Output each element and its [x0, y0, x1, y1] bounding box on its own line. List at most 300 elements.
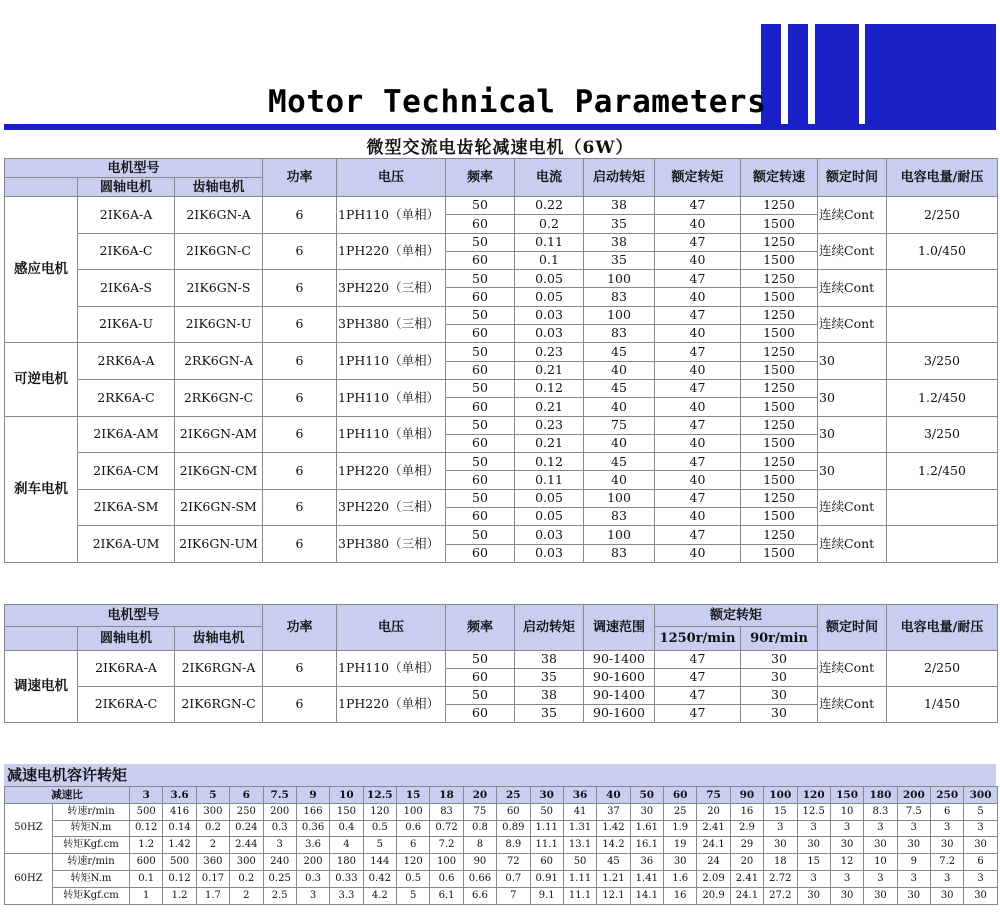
torque-cell: 0.7: [497, 870, 530, 887]
rated-time-value: 连续Cont: [818, 270, 887, 307]
speed-range-value: 90-1400: [584, 651, 655, 669]
decor-block-4: [865, 24, 996, 124]
capacitor-value: 2/250: [887, 651, 998, 687]
group-label: 调速电机: [5, 651, 78, 723]
rated-time-value: 连续Cont: [818, 489, 887, 526]
rated-torque-value: 40: [655, 434, 741, 452]
torque-cell: 300: [196, 803, 229, 820]
header-capacitor: 电容电量/耐压: [887, 159, 998, 197]
rated-torque-value: 40: [655, 215, 741, 233]
header-rated-speed: 额定转速: [741, 159, 818, 197]
torque-cell: 16.1: [630, 837, 663, 854]
frequency-value: 50: [446, 526, 515, 544]
torque-cell: 1.31: [563, 820, 596, 837]
table-row: [5, 379, 998, 397]
header-gear-shaft: 齿轴电机: [175, 627, 263, 651]
torque-cell: 0.66: [463, 870, 496, 887]
round-shaft-model: 2IK6A-U: [78, 306, 175, 343]
torque-cell: 0.17: [196, 870, 229, 887]
torque-cell: 2: [230, 887, 263, 904]
header-rated-torque: 额定转矩: [655, 605, 818, 627]
ratio-value: 15: [397, 787, 430, 804]
header-starting-torque: 启动转矩: [515, 605, 584, 651]
rated-speed-value: 1250: [741, 526, 818, 544]
torque-1250-value: 47: [655, 651, 741, 669]
torque-cell: 6.1: [430, 887, 463, 904]
torque-cell: 0.8: [463, 820, 496, 837]
current-value: 0.2: [515, 215, 584, 233]
torque-cell: 83: [430, 803, 463, 820]
ratio-value: 120: [797, 787, 830, 804]
group-label: 刹车电机: [5, 416, 78, 562]
torque-cell: 11.1: [563, 887, 596, 904]
torque-cell: 0.5: [363, 820, 396, 837]
rated-time-value: 30: [818, 453, 887, 490]
power-value: 6: [263, 270, 337, 307]
torque-cell: 3: [797, 820, 830, 837]
voltage-value: 3PH220（三相）: [337, 489, 446, 526]
capacitor-value: 3/250: [887, 343, 998, 380]
voltage-value: 1PH110（单相）: [337, 379, 446, 416]
rated-torque-value: 40: [655, 325, 741, 343]
frequency-value: 60: [446, 705, 515, 723]
rated-speed-value: 1500: [741, 434, 818, 452]
starting-torque-value: 100: [584, 306, 655, 324]
torque-cell: 2.5: [263, 887, 296, 904]
starting-torque-value: 40: [584, 398, 655, 416]
rated-speed-value: 1250: [741, 416, 818, 434]
capacitor-value: [887, 270, 998, 307]
torque-cell: 90: [463, 854, 496, 871]
frequency-value: 60: [446, 669, 515, 687]
voltage-value: 1PH220（单相）: [337, 687, 446, 723]
round-shaft-model: 2IK6A-A: [78, 197, 175, 234]
frequency-value: 60: [446, 215, 515, 233]
starting-torque-value: 38: [584, 233, 655, 251]
torque-cell: 41: [563, 803, 596, 820]
frequency-value: 50: [446, 233, 515, 251]
header-capacitor: 电容电量/耐压: [887, 605, 998, 651]
ratio-value: 30: [530, 787, 563, 804]
torque-cell: 60: [497, 803, 530, 820]
torque-90-value: 30: [741, 669, 818, 687]
torque-cell: 3: [964, 870, 997, 887]
speed-control-table: [4, 604, 998, 723]
ratio-label: 减速比: [5, 787, 130, 804]
torque-cell: 30: [664, 854, 697, 871]
capacitor-value: 3/250: [887, 416, 998, 453]
ratio-value: 25: [497, 787, 530, 804]
torque-cell: 3.3: [330, 887, 363, 904]
torque-cell: 30: [964, 837, 997, 854]
power-value: 6: [263, 687, 337, 723]
torque-cell: 8.9: [497, 837, 530, 854]
current-value: 0.05: [515, 489, 584, 507]
rated-torque-value: 47: [655, 343, 741, 361]
torque-cell: 50: [563, 854, 596, 871]
torque-cell: 30: [630, 803, 663, 820]
rated-speed-value: 1250: [741, 306, 818, 324]
ratio-value: 40: [597, 787, 630, 804]
torque-cell: 1.9: [664, 820, 697, 837]
torque-cell: 16: [730, 803, 763, 820]
ratio-value: 150: [830, 787, 863, 804]
header-starting-torque: 启动转矩: [584, 159, 655, 197]
gear-shaft-model: 2IK6GN-U: [175, 306, 263, 343]
torque-cell: 14.1: [630, 887, 663, 904]
gear-shaft-model: 2IK6GN-S: [175, 270, 263, 307]
torque-cell: 300: [230, 854, 263, 871]
table-row: [5, 416, 998, 434]
table-row: [5, 343, 998, 361]
torque-cell: 0.3: [263, 820, 296, 837]
current-value: 0.21: [515, 398, 584, 416]
ratio-value: 200: [897, 787, 930, 804]
frequency-value: 50: [446, 379, 515, 397]
torque-cell: 6: [964, 854, 997, 871]
torque-cell: 36: [630, 854, 663, 871]
gear-shaft-model: 2IK6GN-C: [175, 233, 263, 270]
ratio-value: 5: [196, 787, 229, 804]
torque-cell: 3: [897, 870, 930, 887]
torque-cell: 10: [830, 803, 863, 820]
torque-cell: 29: [730, 837, 763, 854]
torque-cell: 0.42: [363, 870, 396, 887]
torque-cell: 24.1: [730, 887, 763, 904]
current-value: 0.03: [515, 544, 584, 562]
starting-torque-value: 83: [584, 544, 655, 562]
starting-torque-value: 100: [584, 270, 655, 288]
rated-speed-value: 1500: [741, 251, 818, 269]
header-torque-90: 90r/min: [741, 627, 818, 651]
gear-shaft-model: 2IK6GN-AM: [175, 416, 263, 453]
torque-cell: 16: [664, 887, 697, 904]
voltage-value: 1PH110（单相）: [337, 343, 446, 380]
ratio-value: 180: [864, 787, 897, 804]
torque-cell: 10: [864, 854, 897, 871]
frequency-value: 50: [446, 343, 515, 361]
row-label: 转矩Kgf.cm: [53, 887, 130, 904]
torque-cell: 30: [864, 837, 897, 854]
ratio-value: 3.6: [163, 787, 196, 804]
torque-cell: 7.5: [897, 803, 930, 820]
starting-torque-value: 40: [584, 471, 655, 489]
capacitor-value: 1.2/450: [887, 379, 998, 416]
torque-cell: 30: [897, 887, 930, 904]
header-frequency: 频率: [446, 605, 515, 651]
torque-cell: 2.41: [730, 870, 763, 887]
torque-cell: 2.44: [230, 837, 263, 854]
torque-cell: 30: [964, 887, 997, 904]
rated-speed-value: 1500: [741, 544, 818, 562]
round-shaft-model: 2IK6A-UM: [78, 526, 175, 563]
torque-cell: 6: [397, 837, 430, 854]
round-shaft-model: 2IK6A-C: [78, 233, 175, 270]
round-shaft-model: 2IK6A-AM: [78, 416, 175, 453]
gear-shaft-model: 2RK6GN-C: [175, 379, 263, 416]
current-value: 0.21: [515, 434, 584, 452]
torque-cell: 2.9: [730, 820, 763, 837]
capacitor-value: [887, 306, 998, 343]
title-underline: [4, 124, 996, 130]
ratio-value: 60: [664, 787, 697, 804]
starting-torque-value: 100: [584, 489, 655, 507]
rated-time-value: 连续Cont: [818, 526, 887, 563]
ratio-value: 300: [964, 787, 997, 804]
round-shaft-model: 2IK6A-S: [78, 270, 175, 307]
torque-cell: 2: [196, 837, 229, 854]
torque-cell: 24.1: [697, 837, 730, 854]
ratio-value: 9: [296, 787, 329, 804]
torque-cell: 1.42: [163, 837, 196, 854]
starting-torque-value: 45: [584, 453, 655, 471]
header-voltage: 电压: [337, 159, 446, 197]
voltage-value: 1PH220（单相）: [337, 453, 446, 490]
torque-cell: 3: [897, 820, 930, 837]
header-rated-time: 额定时间: [818, 605, 887, 651]
header-model: 电机型号: [5, 605, 263, 627]
round-shaft-model: 2RK6A-C: [78, 379, 175, 416]
header-blank: [5, 627, 78, 651]
rated-time-value: 连续Cont: [818, 197, 887, 234]
torque-cell: 9.1: [530, 887, 563, 904]
torque-cell: 0.91: [530, 870, 563, 887]
torque-cell: 30: [830, 837, 863, 854]
torque-cell: 30: [797, 887, 830, 904]
torque-cell: 3: [797, 870, 830, 887]
table-row: [5, 854, 998, 871]
torque-cell: 4: [330, 837, 363, 854]
row-label: 转矩N.m: [53, 820, 130, 837]
torque-cell: 15: [797, 854, 830, 871]
table-row: [5, 837, 998, 854]
torque-cell: 3: [964, 820, 997, 837]
capacitor-value: 1.0/450: [887, 233, 998, 270]
gear-shaft-model: 2IK6RGN-A: [175, 651, 263, 687]
torque-cell: 0.6: [397, 820, 430, 837]
torque-cell: 1.2: [163, 887, 196, 904]
starting-torque-value: 38: [584, 197, 655, 215]
torque-cell: 360: [196, 854, 229, 871]
rated-speed-value: 1250: [741, 379, 818, 397]
frequency-value: 60: [446, 434, 515, 452]
rated-time-value: 连续Cont: [818, 687, 887, 723]
torque-cell: 0.89: [497, 820, 530, 837]
torque-cell: 3: [830, 870, 863, 887]
rated-speed-value: 1500: [741, 398, 818, 416]
torque-cell: 30: [830, 887, 863, 904]
allowable-torque-table: [4, 786, 998, 905]
row-label: 转速r/min: [53, 803, 130, 820]
ratio-value: 50: [630, 787, 663, 804]
rated-torque-value: 47: [655, 270, 741, 288]
torque-cell: 0.5: [397, 870, 430, 887]
current-value: 0.1: [515, 251, 584, 269]
rated-speed-value: 1250: [741, 233, 818, 251]
starting-torque-value: 83: [584, 508, 655, 526]
frequency-value: 60: [446, 361, 515, 379]
rated-torque-value: 40: [655, 471, 741, 489]
torque-cell: 2.09: [697, 870, 730, 887]
torque-cell: 200: [263, 803, 296, 820]
power-value: 6: [263, 489, 337, 526]
current-value: 0.12: [515, 453, 584, 471]
ratio-header-row: [5, 787, 998, 804]
voltage-value: 1PH220（单相）: [337, 233, 446, 270]
torque-cell: 3: [931, 870, 964, 887]
rated-speed-value: 1250: [741, 453, 818, 471]
group-label: 可逆电机: [5, 343, 78, 416]
table-row: [5, 887, 998, 904]
rated-torque-value: 47: [655, 453, 741, 471]
current-value: 0.03: [515, 325, 584, 343]
starting-torque-value: 38: [515, 687, 584, 705]
header-round-shaft: 圆轴电机: [78, 178, 175, 197]
frequency-value: 60: [446, 325, 515, 343]
rated-speed-value: 1500: [741, 508, 818, 526]
ratio-value: 12.5: [363, 787, 396, 804]
rated-speed-value: 1250: [741, 343, 818, 361]
power-value: 6: [263, 379, 337, 416]
torque-cell: 0.2: [230, 870, 263, 887]
current-value: 0.22: [515, 197, 584, 215]
torque-cell: 1.6: [664, 870, 697, 887]
table-row: [5, 270, 998, 288]
voltage-value: 3PH380（三相）: [337, 526, 446, 563]
header-rated-torque: 额定转矩: [655, 159, 741, 197]
frequency-value: 50: [446, 453, 515, 471]
torque-cell: 18: [764, 854, 797, 871]
starting-torque-value: 40: [584, 361, 655, 379]
torque-cell: 5: [964, 803, 997, 820]
header-voltage: 电压: [337, 605, 446, 651]
torque-cell: 0.1: [130, 870, 163, 887]
frequency-label: 60HZ: [5, 854, 53, 904]
frequency-value: 50: [446, 651, 515, 669]
power-value: 6: [263, 197, 337, 234]
capacitor-value: 1/450: [887, 687, 998, 723]
ratio-value: 18: [430, 787, 463, 804]
torque-cell: 180: [330, 854, 363, 871]
table-row: [5, 197, 998, 215]
starting-torque-value: 35: [515, 669, 584, 687]
table-row: [5, 489, 998, 507]
header-gear-shaft: 齿轴电机: [175, 178, 263, 197]
rated-time-value: 30: [818, 343, 887, 380]
gear-shaft-model: 2RK6GN-A: [175, 343, 263, 380]
torque-cell: 0.14: [163, 820, 196, 837]
torque-cell: 0.2: [196, 820, 229, 837]
starting-torque-value: 35: [584, 251, 655, 269]
torque-cell: 15: [764, 803, 797, 820]
rated-torque-value: 40: [655, 508, 741, 526]
voltage-value: 1PH110（单相）: [337, 651, 446, 687]
table-row: [5, 820, 998, 837]
rated-torque-value: 47: [655, 197, 741, 215]
torque-cell: 1.11: [530, 820, 563, 837]
torque-cell: 30: [897, 837, 930, 854]
torque-cell: 3: [263, 837, 296, 854]
speed-range-value: 90-1600: [584, 669, 655, 687]
frequency-value: 60: [446, 251, 515, 269]
ratio-value: 36: [563, 787, 596, 804]
torque-cell: 50: [530, 803, 563, 820]
torque-cell: 2.41: [697, 820, 730, 837]
header-model: 电机型号: [5, 159, 263, 178]
torque-cell: 30: [764, 837, 797, 854]
table-row: [5, 651, 998, 669]
torque-cell: 7.2: [430, 837, 463, 854]
group-label: 感应电机: [5, 197, 78, 343]
power-value: 6: [263, 526, 337, 563]
round-shaft-model: 2RK6A-A: [78, 343, 175, 380]
gear-shaft-model: 2IK6GN-SM: [175, 489, 263, 526]
table-row: [5, 803, 998, 820]
torque-cell: 3: [296, 887, 329, 904]
rated-torque-value: 40: [655, 361, 741, 379]
torque-cell: 3.6: [296, 837, 329, 854]
torque-cell: 3: [931, 820, 964, 837]
starting-torque-value: 35: [584, 215, 655, 233]
current-value: 0.23: [515, 343, 584, 361]
round-shaft-model: 2IK6RA-C: [78, 687, 175, 723]
torque-90-value: 30: [741, 651, 818, 669]
torque-cell: 1.11: [563, 870, 596, 887]
torque-cell: 9: [897, 854, 930, 871]
header-current: 电流: [515, 159, 584, 197]
rated-torque-value: 47: [655, 416, 741, 434]
torque-cell: 144: [363, 854, 396, 871]
frequency-value: 60: [446, 508, 515, 526]
torque-cell: 2.72: [764, 870, 797, 887]
torque-cell: 19: [664, 837, 697, 854]
torque-cell: 0.25: [263, 870, 296, 887]
starting-torque-value: 38: [515, 651, 584, 669]
torque-cell: 100: [430, 854, 463, 871]
frequency-value: 50: [446, 270, 515, 288]
torque-cell: 0.33: [330, 870, 363, 887]
torque-cell: 75: [463, 803, 496, 820]
torque-cell: 3: [864, 820, 897, 837]
rated-time-value: 连续Cont: [818, 306, 887, 343]
power-value: 6: [263, 343, 337, 380]
rated-torque-value: 47: [655, 489, 741, 507]
capacitor-value: [887, 489, 998, 526]
power-value: 6: [263, 306, 337, 343]
torque-1250-value: 47: [655, 687, 741, 705]
table-row: [5, 306, 998, 324]
header-torque-1250: 1250r/min: [655, 627, 741, 651]
frequency-value: 60: [446, 398, 515, 416]
torque-cell: 20.9: [697, 887, 730, 904]
torque-cell: 8: [463, 837, 496, 854]
starting-torque-value: 45: [584, 343, 655, 361]
torque-cell: 1: [130, 887, 163, 904]
torque-cell: 45: [597, 854, 630, 871]
frequency-label: 50HZ: [5, 803, 53, 853]
torque-cell: 1.42: [597, 820, 630, 837]
torque-cell: 0.12: [130, 820, 163, 837]
torque-cell: 8.3: [864, 803, 897, 820]
rated-torque-value: 40: [655, 251, 741, 269]
torque-cell: 600: [130, 854, 163, 871]
torque-90-value: 30: [741, 705, 818, 723]
ratio-value: 10: [330, 787, 363, 804]
rated-speed-value: 1250: [741, 197, 818, 215]
speed-range-value: 90-1600: [584, 705, 655, 723]
starting-torque-value: 75: [584, 416, 655, 434]
decor-block-3: [815, 24, 859, 124]
